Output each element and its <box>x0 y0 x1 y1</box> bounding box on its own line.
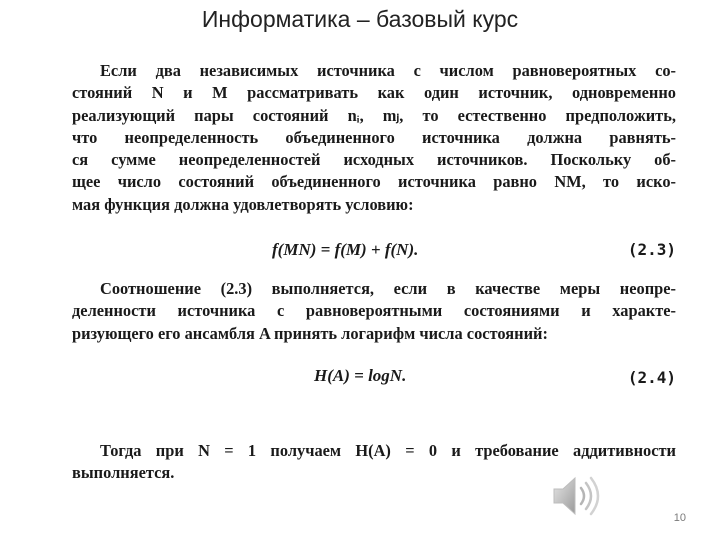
text-line: выполняется. <box>72 463 175 483</box>
scanned-page <box>64 54 684 494</box>
text-line: мая функция должна удовлетворять условию: <box>72 194 414 214</box>
equation-number-2-4: (2.4) <box>627 368 676 387</box>
text-line: стояний N и M рассматривать как один источник, одновременно <box>72 83 676 103</box>
text-line: реализующий пары состояний nᵢ, mⱼ, то естественно предположить, <box>72 105 676 125</box>
slide-title: Информатика – базовый курс <box>201 6 519 32</box>
text-line: Если два независимых источника с числом равновероятных со- <box>100 61 676 80</box>
formula-2-4: H(A) = logN. <box>314 366 407 385</box>
speaker-icon[interactable] <box>548 470 604 522</box>
text-line: что неопределенность объединенного источника должна равнять- <box>72 127 676 147</box>
page-number: 10 <box>673 512 686 524</box>
text-line: Тогда при N = 1 получаем H(A) = 0 и требование аддитивности <box>100 441 676 460</box>
text-line: Соотношение (2.3) выполняется, если в качестве меры неопре- <box>100 279 676 298</box>
formula-2-3: f(MN) = f(M) + f(N). <box>272 240 419 259</box>
paragraph-1 <box>72 60 676 216</box>
text-line: ся сумме неопределенностей исходных источников. Поскольку об- <box>72 150 676 170</box>
text-line: деленности источника с равновероятными состояниями и характе- <box>72 301 676 321</box>
equation-number-2-3: (2.3) <box>627 240 676 259</box>
text-line: щее число состояний объединенного источника равно NM, то иско- <box>72 172 676 192</box>
paragraph-2 <box>72 278 676 345</box>
text-line: ризующего его ансамбля A принять логарифм числа состояний: <box>72 323 548 343</box>
